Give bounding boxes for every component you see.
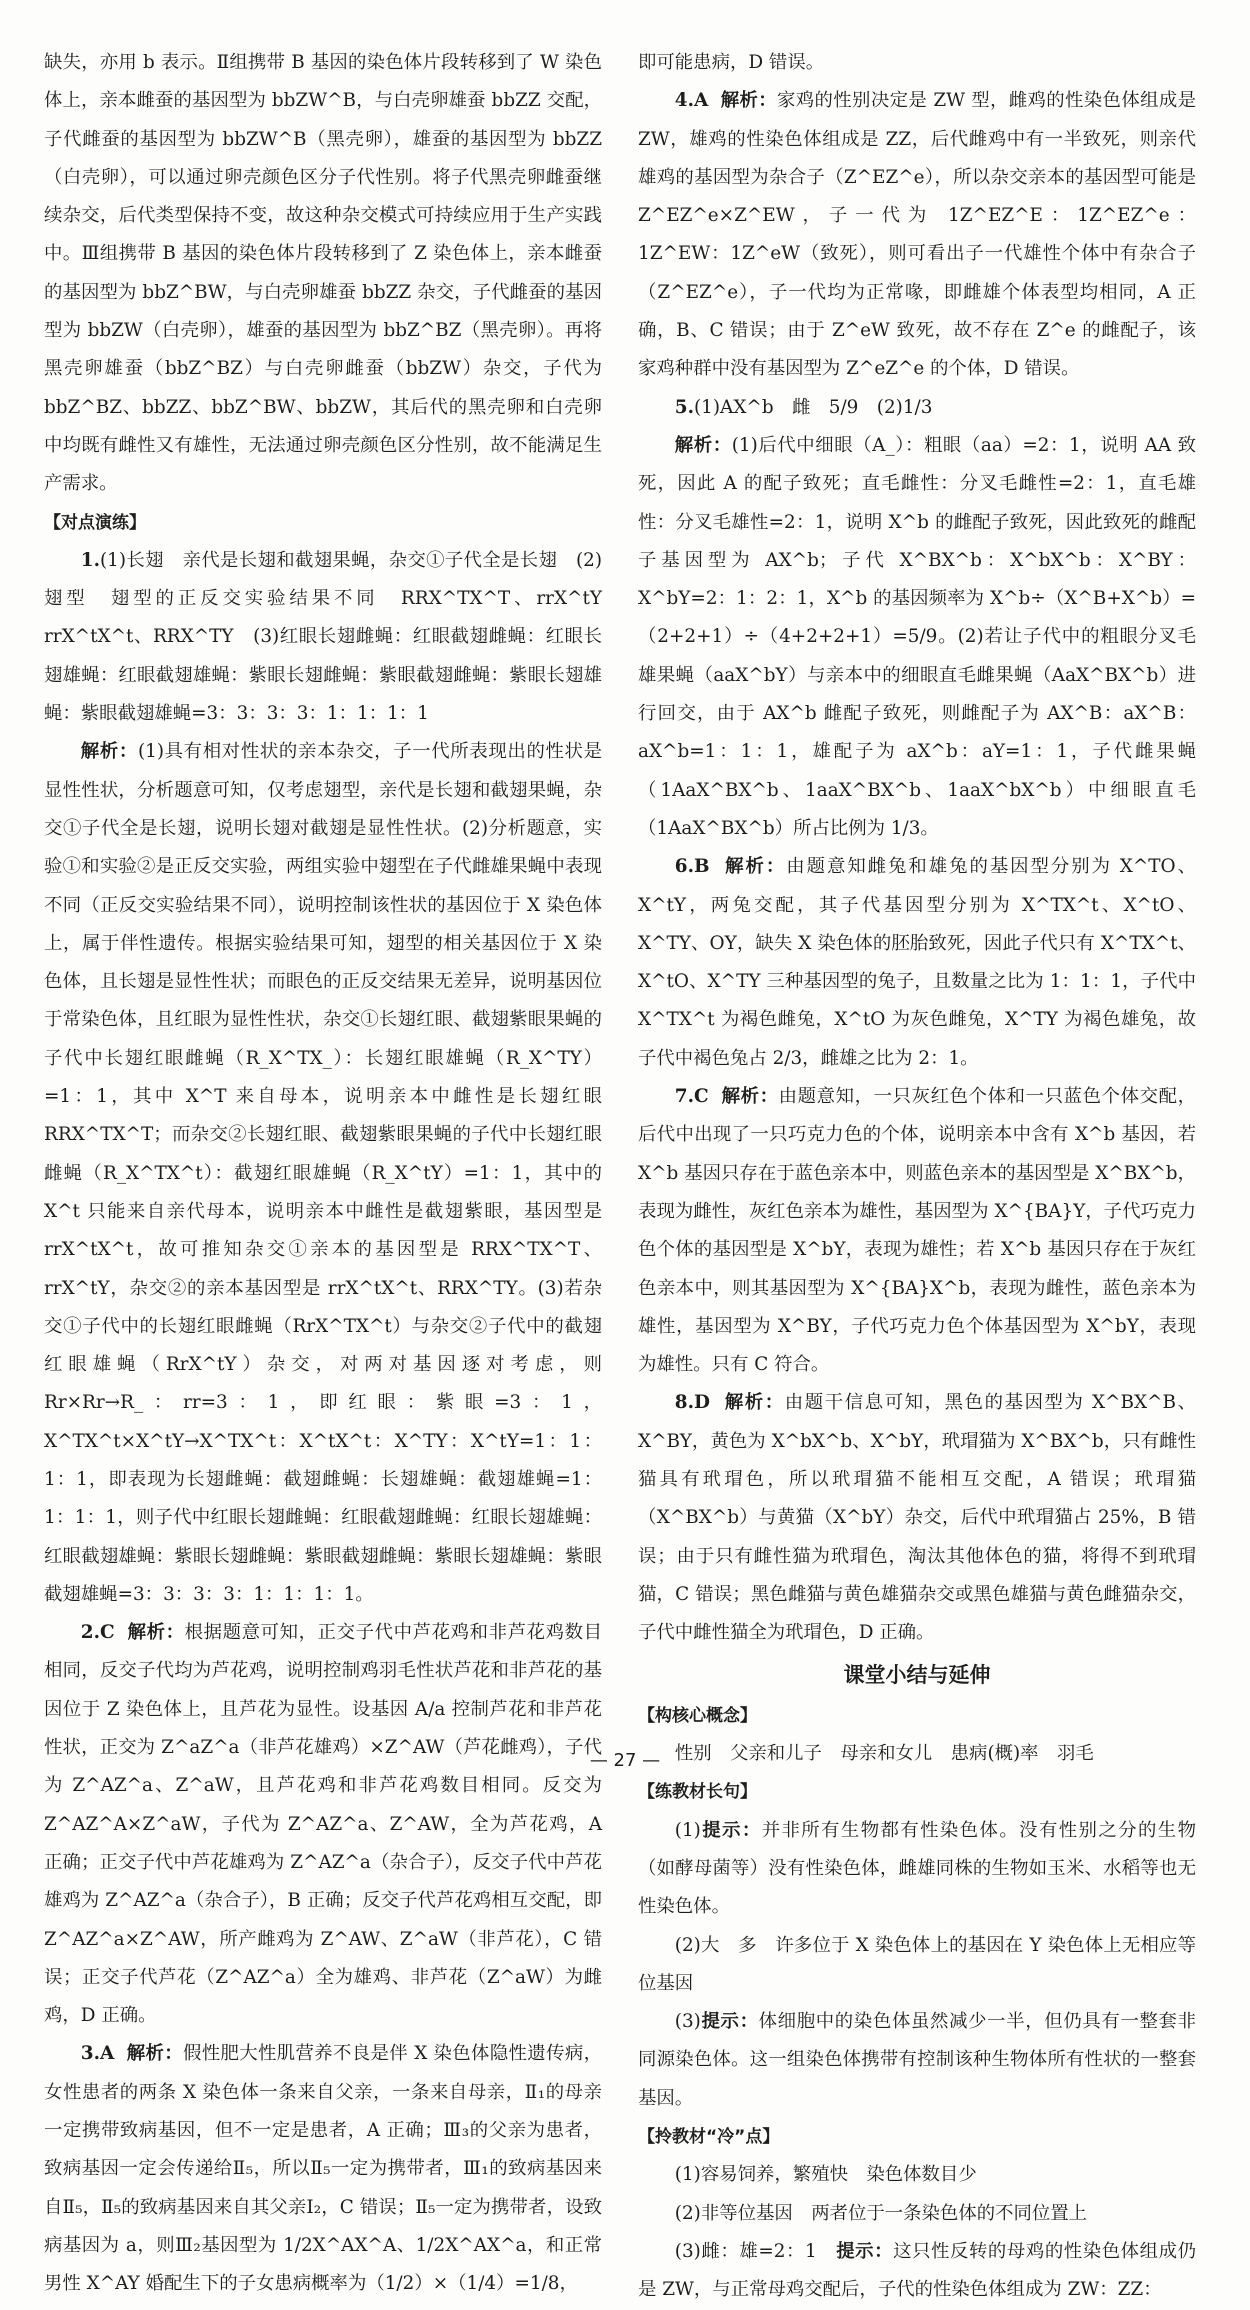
question-number: 4. xyxy=(674,90,694,112)
item-number: (1) xyxy=(674,1819,701,1841)
analysis-label: 解析： xyxy=(126,2043,183,2065)
question-number: 3. xyxy=(80,2043,100,2065)
core-concepts-list: 性别 父亲和儿子 母亲和女儿 患病(概)率 羽毛 xyxy=(674,1743,1094,1765)
answer-text: (1)长翅 亲代是长翅和截翅果蝇，杂交①子代全是长翅 (2)翅型 翅型的正反交实验结果不同 RRX^TX^T、rrX^tY rrX^tX^t、RRX^TY (3)红眼长翅雌蝇：红眼截翅雌蝇：红眼长翅雄蝇：红眼截翅雄蝇：紫眼长翅雌蝇：紫眼截翅雌蝇：紫眼长翅雄蝇：紫眼截翅雄蝇=3：3：3：3：1：1：1：1 xyxy=(44,549,621,725)
analysis-label: 解析： xyxy=(674,434,732,456)
heading-core-concepts: 【构核心概念】 xyxy=(638,1705,757,1726)
analysis-text: (1)具有相对性状的亲本杂交，子一代所表现出的性状是显性性状，分析题意可知，仅考虑翅型，亲代是长翅和截翅果蝇，杂交①子代全是长翅，说明长翅对截翅是显性性状。(2)分析题意，实验①和实验②是正反交实验，两组实验中翅型在子代雌雄果蝇中表现不同（正反交实验结果不同），说明控制该性状的基因位于 X 染色体上，属于伴性遗传。根据实验结果可知，翅型的相关基因位于 X 染色体，且长翅是显性性状；而眼色的正反交结果无差异，说明基因位于常染色体，且红眼为显性性状，杂交①长翅红眼、截翅紫眼果蝇的子代中长翅红眼雌蝇（R_X^TX_）：长翅红眼雄蝇（R_X^TY）=1：1，其中 X^T 来自母本，说明亲本中雌性是长翅红眼 RRX^TX^T；而杂交②长翅红眼、截翅紫眼果蝇的子代中长翅红眼雌蝇（R_X^TX^t）：截翅红眼雄蝇（R_X^tY）=1：1，其中的 X^t 只能来自亲代母本，说明亲本中雌性是截翅紫眼，基因型是 rrX^tX^t，故可推知杂交①亲本的基因型是 RRX^TX^T、rrX^tY，杂交②的亲本基因型是 rrX^tX^t、RRX^TY。(3)若杂交①子代中的长翅红眼雌蝇（RrX^TX^t）与杂交②子代中的截翅红眼雄蝇（RrX^tY）杂交，对两对基因逐对考虑，则 Rr×Rr→R_：rr=3：1，即红眼：紫眼=3：1，X^TX^t×X^tY→X^TX^t：X^tX^t：X^TY：X^tY=1：1：1：1，即表现为长翅雌蝇：截翅雌蝇：长翅雄蝇：截翅雄蝇=1：1：1：1，则子代中红眼长翅雌蝇：红眼截翅雌蝇：红眼长翅雄蝇：红眼截翅雄蝇：紫眼长翅雌蝇：紫眼截翅雌蝇：紫眼长翅雄蝇：紫眼截翅雄蝇=3：3：3：3：1：1：1：1。 xyxy=(44,741,602,1605)
analysis-label: 解析： xyxy=(721,1086,779,1108)
question-7 xyxy=(638,1078,1196,1384)
left-column xyxy=(44,44,621,2304)
answer-choice: D xyxy=(694,1392,710,1414)
hint-label: 提示： xyxy=(700,1819,762,1841)
answer-choice: A xyxy=(694,90,709,112)
sentence-3 xyxy=(638,2003,1196,2118)
question-number: 2. xyxy=(80,1622,100,1644)
question-number: 8. xyxy=(674,1392,694,1414)
analysis-text: 根据题意可知，正交子代中芦花鸡和非芦花鸡数目相同，反交子代均为芦花鸡，说明控制鸡羽毛性状芦花和非芦花的基因位于 Z 染色体上，且芦花为显性。设基因 A/a 控制芦花和非芦花性状，正交为 Z^aZ^a（非芦花雄鸡）×Z^AW（芦花雌鸡），子代为 Z^AZ^a、Z^aW，且芦花鸡和非芦花鸡数目相同。反交为 Z^AZ^A×Z^aW，子代为 Z^AZ^a、Z^AW，全为芦花鸡，A 正确；正交子代中芦花雄鸡为 Z^AZ^a（杂合子），反交子代中芦花雄鸡为 Z^AZ^a（杂合子），B 正确；反交子代芦花鸡相互交配，即 Z^AZ^a×Z^AW，所产雌鸡为 Z^AW、Z^aW（非芦花），C 错误；正交子代芦花（Z^AZ^a）全为雄鸡、非芦花（Z^aW）为雌鸡，D 正确。 xyxy=(44,1622,602,2027)
question-2 xyxy=(44,1614,602,2035)
item-answer: (3)雌：雄=2：1 xyxy=(674,2240,837,2262)
analysis-label: 解析： xyxy=(80,741,138,763)
hint-label: 提示： xyxy=(836,2240,894,2262)
analysis-label: 解析： xyxy=(725,856,787,878)
analysis-text: (1)后代中细眼（A_）：粗眼（aa）=2：1，说明 AA 致死，因此 A 的配子致死；直毛雌性：分叉毛雌性=2：1，直毛雄性：分叉毛雄性=2：1，说明 X^b 的雌配子致死，因此致死的雌配子基因型为 AX^b；子代 X^BX^b：X^bX^b：X^BY：X^bY=2：1：2：1，X^b 的基因频率为 X^b÷（X^B+X^b）=（2+2+1）÷（4+2+2+1）=5/9。(2)若让子代中的粗眼分叉毛雄果蝇（aaX^bY）与亲本中的细眼直毛雌果蝇（AaX^BX^b）进行回交，由于 AX^b 雌配子致死，则雌配子为 AX^B：aX^B：aX^b=1：1：1，雄配子为 aX^b：aY=1：1，子代雌果蝇（1AaX^BX^b、1aaX^BX^b、1aaX^bX^b）中细眼直毛（1AaX^BX^b）所占比例为 1/3。 xyxy=(638,434,1196,839)
sentence-1 xyxy=(638,1812,1196,1927)
item-number: (3) xyxy=(674,2011,701,2033)
hint-text: 这只性反转的母鸡的性染色体组成仍是 ZW，与正常母鸡交配后，子代的性染色体组成为 ZW：ZZ： xyxy=(638,2240,1196,2301)
heading-textbook-sentences: 【练教材长句】 xyxy=(638,1782,757,1803)
question-5-analysis xyxy=(638,427,1196,848)
analysis-text: 由题意知雌兔和雄兔的基因型分别为 X^TO、X^tY，两兔交配，其子代基因型分别为 X^TX^t、X^tO、X^TY、OY，缺失 X 染色体的胚胎致死，因此子代只有 X^TX^t、X^tO、X^TY 三种基因型的兔子，且数量之比为 1：1：1，子代中 X^TX^t 为褐色雌兔，X^tO 为灰色雌兔，X^TY 为褐色雄兔，故子代中褐色兔占 2/3，雌雄之比为 2：1。 xyxy=(638,856,1196,1069)
section-title: 课堂小结与延伸 xyxy=(843,1663,991,1688)
question-1-analysis xyxy=(44,733,602,1614)
analysis-text: 由题意知，一只灰红色个体和一只蓝色个体交配，后代中出现了一只巧克力色的个体，说明亲本中含有 X^b 基因，若 X^b 基因只存在于蓝色亲本中，则蓝色亲本的基因型是 X^BX^b，表现为雌性，灰红色亲本为雄性，基因型为 X^{BA}Y，子代巧克力色个体的基因型是 X^bY，表现为雄性；若 X^b 基因只存在于灰红色亲本中，则其基因型为 X^{BA}X^b，表现为雌性，蓝色亲本为雄性，基因型为 X^BY，子代巧克力色个体基因型为 X^bY，表现为雄性。只有 C 符合。 xyxy=(638,1086,1196,1376)
section-heading-practice: 【对点演练】 xyxy=(44,512,146,533)
hint-text: 并非所有生物都有性染色体。没有性别之分的生物（如酵母菌等）没有性染色体，雌雄同株的生物如玉米、水稻等也无性染色体。 xyxy=(638,1819,1196,1918)
question-4 xyxy=(638,82,1196,388)
answer-choice: B xyxy=(694,856,710,878)
answer-text: (1)AX^b 雌 5/9 (2)1/3 xyxy=(694,396,933,418)
question-1-answer xyxy=(44,542,621,733)
question-number: 1. xyxy=(80,549,100,571)
answer-choice: C xyxy=(694,1086,709,1108)
analysis-text: 由题干信息可知，黑色的基因型为 X^BX^B、X^BY，黄色为 X^bX^b、X^bY，玳瑁猫为 X^BX^b，只有雌性猫具有玳瑁色，所以玳瑁猫不能相互交配，A 错误；玳瑁猫（X^BX^b）与黄猫（X^bY）杂交，后代中玳瑁猫占 25%，B 错误；由于只有雌性猫为玳瑁色，淘汰其他体色的猫，将得不到玳瑁猫，C 错误；黑色雌猫与黄色雄猫杂交或黑色雄猫与黄色雌猫杂交，子代中雌性猫全为玳瑁色，D 正确。 xyxy=(638,1392,1196,1644)
page-number: — 27 — xyxy=(589,1750,661,1771)
analysis-text: 假性肥大性肌营养不良是伴 X 染色体隐性遗传病，女性患者的两条 X 染色体一条来自父亲，一条来自母亲，Ⅱ₁的母亲一定携带致病基因，但不一定是患者，A 正确；Ⅲ₃的父亲为患者，致病基因一定会传递给Ⅱ₅，所以Ⅱ₅一定为携带者，Ⅲ₁的致病基因来自Ⅱ₅，Ⅱ₅的致病基因来自其父亲Ⅰ₂，C 错误；Ⅱ₅一定为携带者，设致病基因为 a，则Ⅲ₂基因型为 1/2X^AX^A、1/2X^AX^a，和正常男性 X^AY 婚配生下的子女患病概率为（1/2）×（1/4）=1/8， xyxy=(44,2043,602,2295)
question-5-answer xyxy=(638,389,1196,427)
question-number: 7. xyxy=(674,1086,694,1108)
question-number: 6. xyxy=(674,856,694,878)
cold-point-2: (2)非等位基因 两者位于一条染色体的不同位置上 xyxy=(674,2202,1088,2224)
analysis-label: 解析： xyxy=(720,90,778,112)
right-column xyxy=(638,44,1196,2310)
answer-choice: C xyxy=(100,1622,115,1644)
question-number: 5. xyxy=(674,396,694,418)
hint-label: 提示： xyxy=(700,2011,759,2033)
cold-point-3 xyxy=(638,2233,1196,2310)
question-8 xyxy=(638,1384,1196,1652)
cold-point-1: (1)容易饲养，繁殖快 染色体数目少 xyxy=(674,2164,977,2186)
heading-cold-points: 【拎教材“冷”点】 xyxy=(638,2127,780,2148)
right-paragraph-continuation: 即可能患病，D 错误。 xyxy=(638,52,825,73)
analysis-label: 解析： xyxy=(127,1622,185,1644)
analysis-label: 解析： xyxy=(724,1392,785,1414)
answer-choice: A xyxy=(100,2043,115,2065)
analysis-text: 家鸡的性别决定是 ZW 型，雌鸡的性染色体组成是 ZW，雄鸡的性染色体组成是 ZZ，后代雌鸡中有一半致死，则亲代雄鸡的基因型为杂合子（Z^EZ^e），所以杂交亲本的基因型可能是 Z^EZ^e×Z^EW，子一代为 1Z^EZ^E：1Z^EZ^e：1Z^EW：1Z^eW（致死），则可看出子一代雄性个体中有杂合子（Z^EZ^e），子一代均为正常喙，即雌雄个体表型均相同，A 正确，B、C 错误；由于 Z^eW 致死，故不存在 Z^e 的雌配子，该家鸡种群中没有基因型为 Z^eZ^e 的个体，D 错误。 xyxy=(638,90,1196,380)
hint-text: 体细胞中的染色体虽然减少一半，但仍具有一整套非同源染色体。这一组染色体携带有控制该种生物体所有性状的一整套基因。 xyxy=(638,2011,1196,2109)
left-paragraph-1: 缺失，亦用 b 表示。Ⅱ组携带 B 基因的染色体片段转移到了 W 染色体上，亲本雌蚕的基因型为 bbZW^B，与白壳卵雄蚕 bbZZ 交配，子代雌蚕的基因型为 bbZW^B（黑壳卵），雄蚕的基因型为 bbZZ（白壳卵），可以通过卵壳颜色区分子代性别。将子代黑壳卵雌蚕继续杂交，后代类型保持不变，故这种杂交模式可持续应用于生产实践中。Ⅲ组携带 B 基因的染色体片段转移到了 Z 染色体上，亲本雌蚕的基因型为 bbZ^BW，与白壳卵雄蚕 bbZZ 杂交，子代雌蚕的基因型为 bbZW（白壳卵），雄蚕的基因型为 bbZ^BZ（黑壳卵）。再将黑壳卵雄蚕（bbZ^BZ）与白壳卵雌蚕（bbZW）杂交，子代为 bbZ^BZ、bbZZ、bbZ^BW、bbZW，其后代的黑壳卵和白壳卵中均既有雌性又有雄性，无法通过卵壳颜色区分性别，故不能满足生产需求。 xyxy=(44,52,602,495)
sentence-2: (2)大 多 许多位于 X 染色体上的基因在 Y 染色体上无相应等位基因 xyxy=(638,1934,1196,1994)
question-3 xyxy=(44,2035,602,2303)
question-6 xyxy=(638,848,1196,1078)
